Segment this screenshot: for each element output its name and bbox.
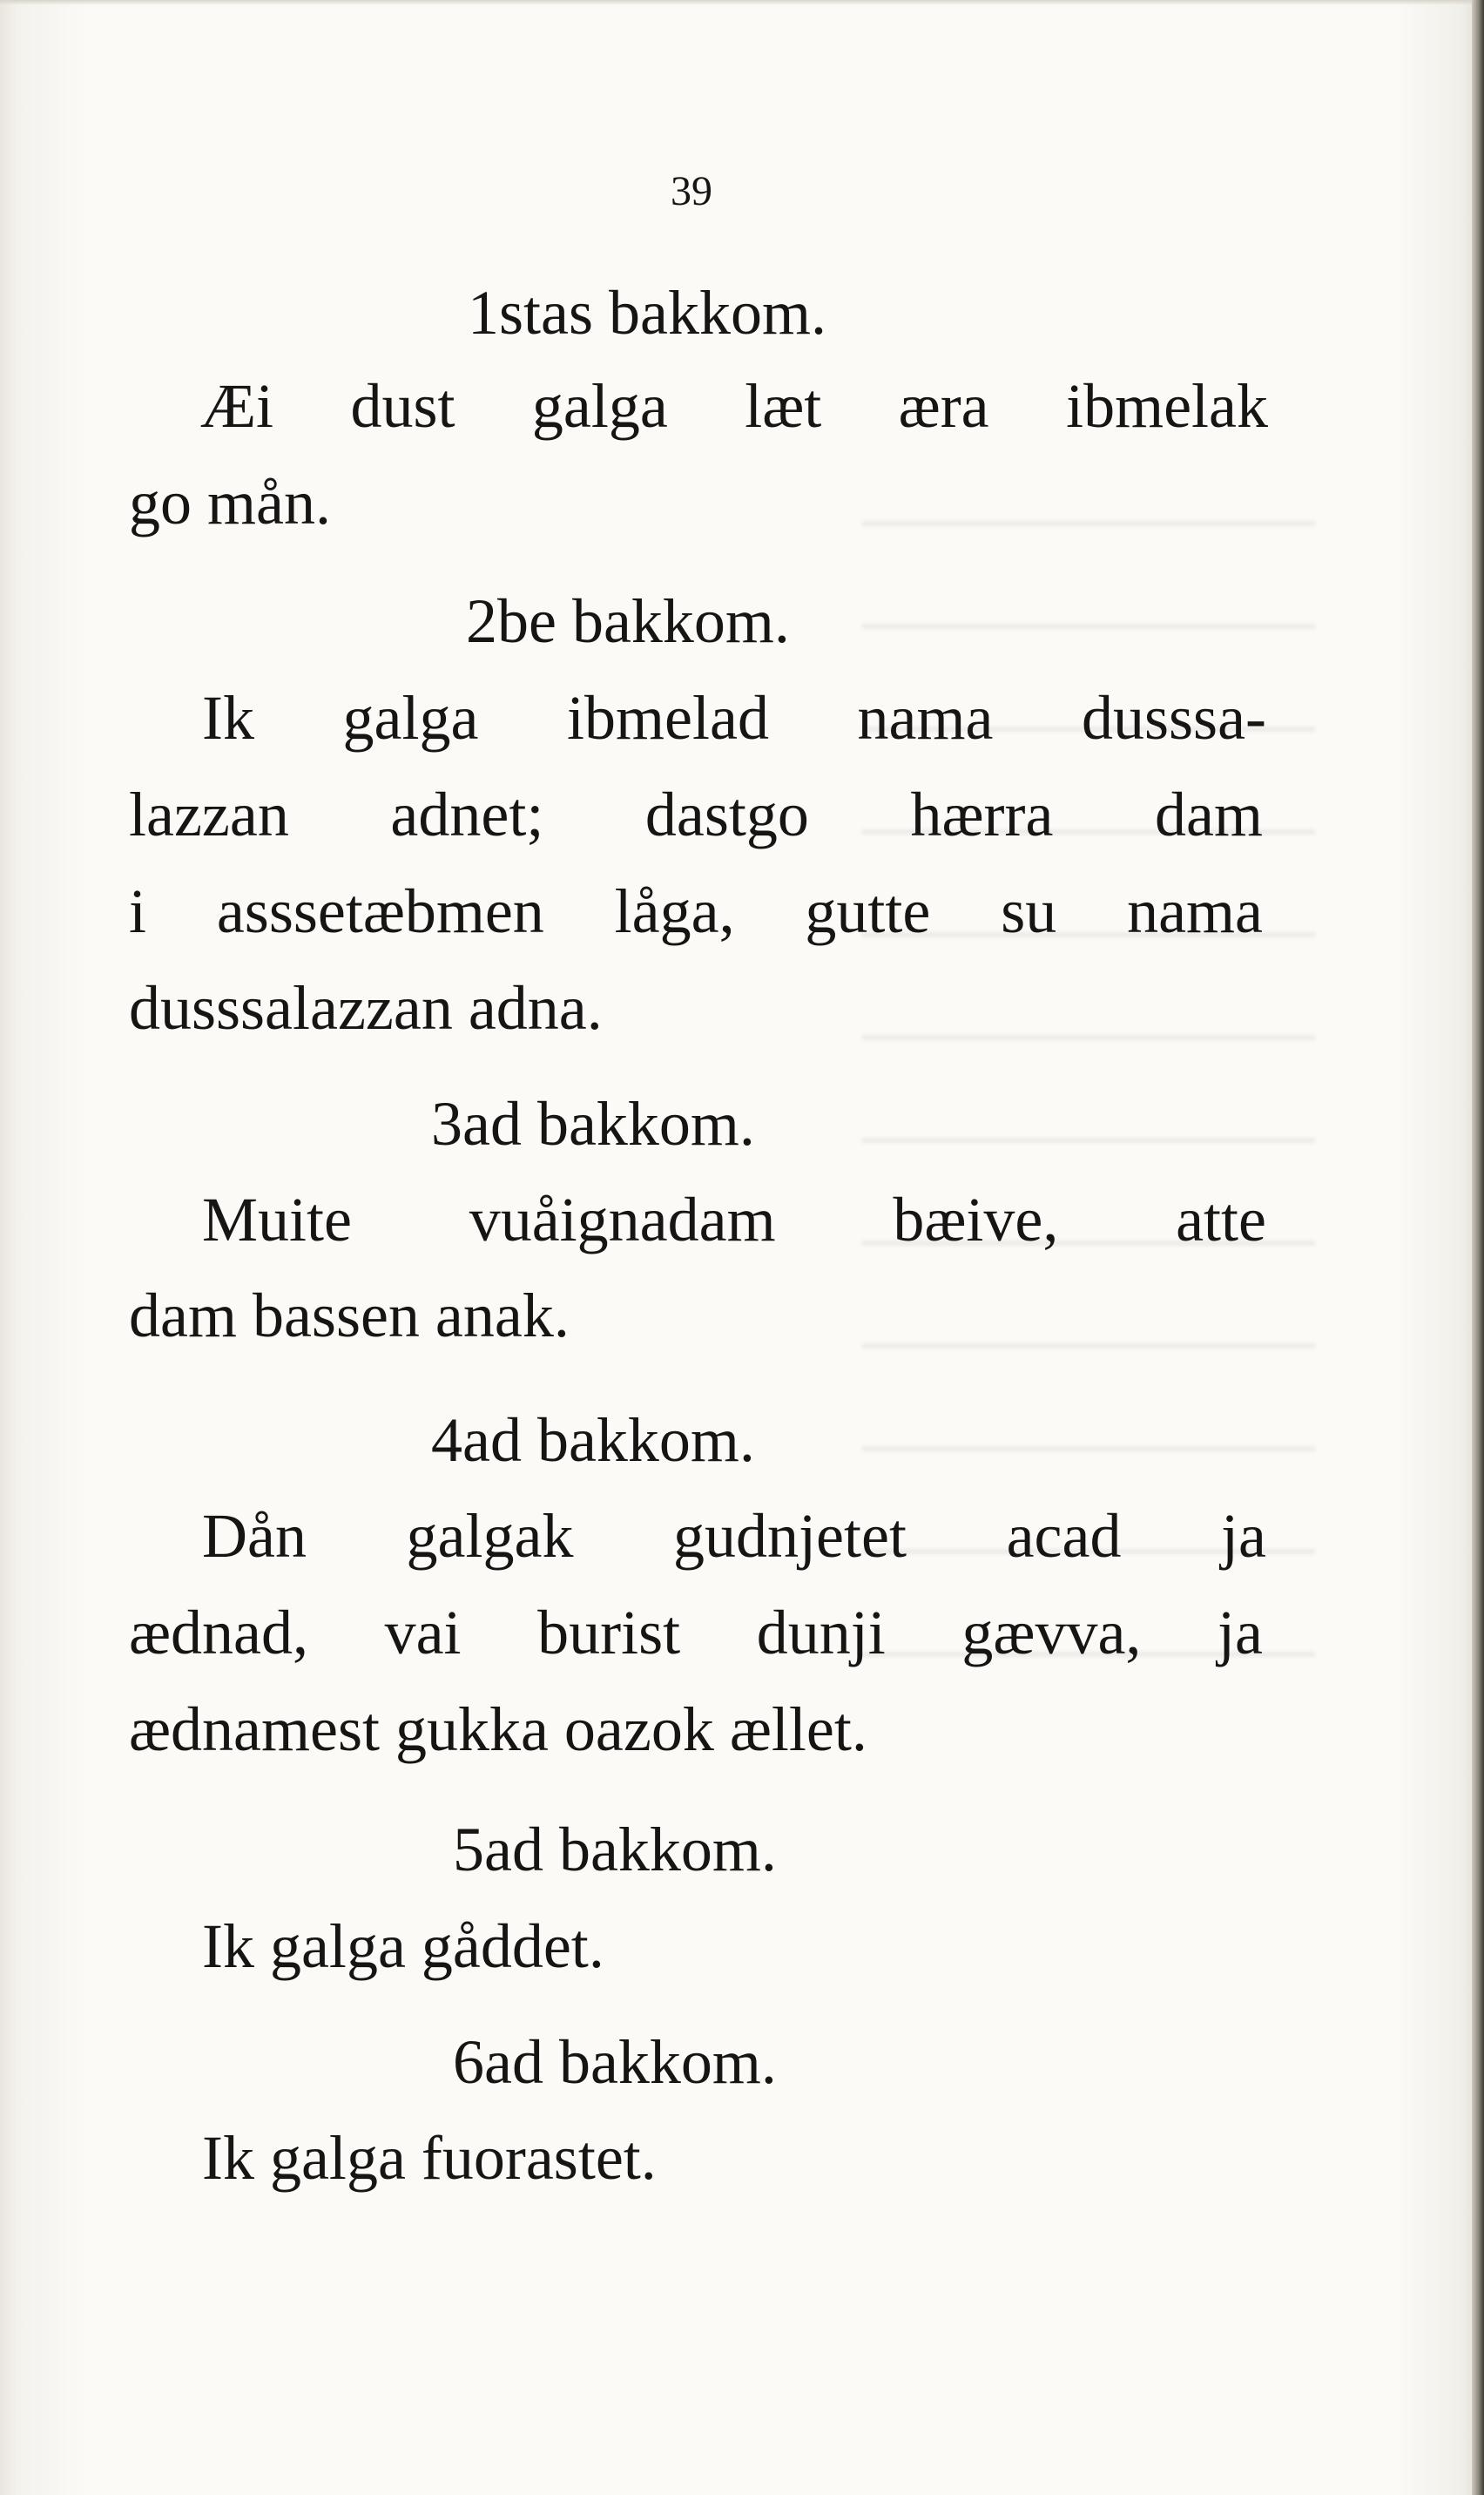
text-line: go mån. (129, 468, 331, 538)
text-line: dusssalazzan adna. (129, 973, 603, 1043)
heading-commandment-2: 2be bakkom. (466, 586, 790, 656)
text-line: lazzan adnet; dastgo hærra dam (129, 780, 1263, 849)
heading-commandment-3: 3ad bakkom. (431, 1089, 755, 1159)
text-line: Ik galga gåddet. (202, 1911, 604, 1981)
text-line: Æi dust galga læt æra ibmelak (200, 371, 1268, 441)
text-line: ædnamest gukka oazok ællet. (129, 1694, 867, 1764)
heading-commandment-4: 4ad bakkom. (431, 1405, 755, 1475)
text-line: Dån galgak gudnjetet acad ja (202, 1501, 1266, 1571)
text-line: ædnad, vai burist dunji gævva, ja (129, 1598, 1263, 1667)
heading-commandment-6: 6ad bakkom. (453, 2027, 777, 2097)
text-line: Ik galga ibmelad nama dusssa- (202, 683, 1266, 753)
heading-commandment-5: 5ad bakkom. (453, 1815, 777, 1884)
heading-commandment-1: 1stas bakkom. (468, 278, 826, 348)
text-line: Ik galga fuorastet. (202, 2123, 657, 2193)
text-line: Muite vuåignadam bæive, atte (202, 1185, 1266, 1254)
text-line: i asssetæbmen låga, gutte su nama (129, 876, 1263, 946)
page-number: 39 (671, 168, 712, 214)
text-line: dam bassen anak. (129, 1281, 570, 1350)
